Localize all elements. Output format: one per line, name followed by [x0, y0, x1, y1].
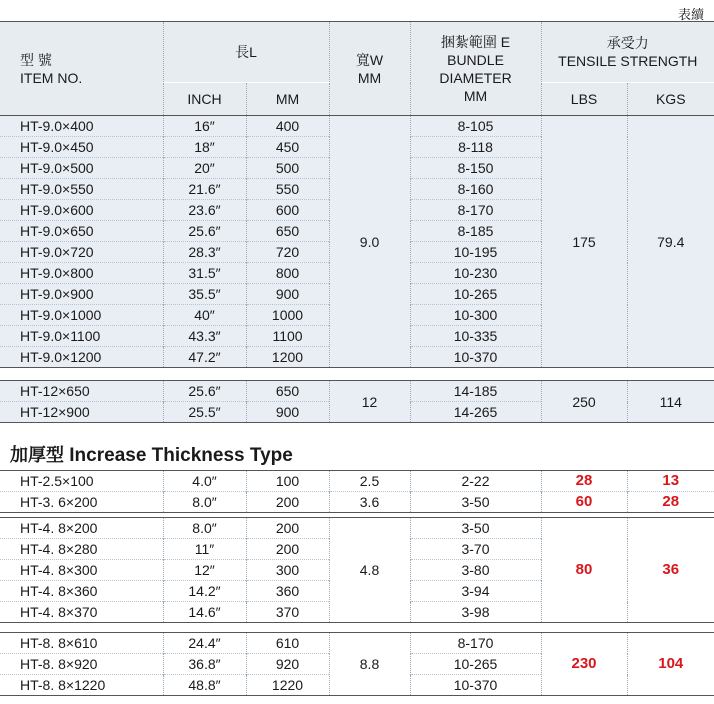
item-number-cell: HT-9.0×550 [0, 179, 163, 200]
length-inch-cell: 28.3″ [163, 242, 246, 263]
length-mm-cell: 100 [246, 471, 329, 492]
header-item-cn: 型 號 [20, 51, 52, 68]
length-inch-cell: 16″ [163, 116, 246, 137]
length-mm-cell: 300 [246, 560, 329, 581]
item-number-cell: HT-9.0×800 [0, 263, 163, 284]
length-inch-cell: 31.5″ [163, 263, 246, 284]
tensile-lbs-cell: 175 [541, 116, 627, 368]
header-width-cn: 寬W [355, 51, 384, 68]
length-inch-cell: 40″ [163, 305, 246, 326]
bundle-diameter-cell: 2-22 [410, 471, 541, 492]
length-mm-cell: 200 [246, 518, 329, 539]
length-mm-cell: 720 [246, 242, 329, 263]
item-number-cell: HT-3. 6×200 [0, 492, 163, 513]
bundle-diameter-cell: 10-335 [410, 326, 541, 347]
table-row [0, 381, 714, 402]
length-mm-cell: 500 [246, 158, 329, 179]
bundle-diameter-cell: 10-370 [410, 347, 541, 368]
header-width-unit: MM [357, 69, 382, 86]
bundle-diameter-cell: 10-195 [410, 242, 541, 263]
length-mm-cell: 360 [246, 581, 329, 602]
header-bundle-en2: DIAMETER [439, 69, 512, 86]
bundle-diameter-cell: 10-265 [410, 654, 541, 675]
length-mm-cell: 1200 [246, 347, 329, 368]
length-mm-cell: 450 [246, 137, 329, 158]
length-inch-cell: 14.2″ [163, 581, 246, 602]
table-row [0, 633, 714, 654]
header-tensile [541, 22, 714, 83]
cable-tie-12mm-table [0, 380, 714, 423]
group-12mm [0, 381, 714, 423]
length-mm-cell: 550 [246, 179, 329, 200]
table-row [0, 518, 714, 539]
item-number-cell: HT-8. 8×610 [0, 633, 163, 654]
table-row [0, 471, 714, 492]
header-row-top [0, 22, 714, 83]
length-inch-cell: 21.6″ [163, 179, 246, 200]
bundle-diameter-cell: 3-94 [410, 581, 541, 602]
tensile-lbs-cell: 250 [541, 381, 627, 423]
bundle-diameter-cell: 8-185 [410, 221, 541, 242]
bundle-diameter-cell: 8-150 [410, 158, 541, 179]
tensile-lbs-cell: 80 [541, 518, 627, 623]
bundle-diameter-cell: 8-160 [410, 179, 541, 200]
bundle-diameter-cell: 14-185 [410, 381, 541, 402]
length-inch-cell: 43.3″ [163, 326, 246, 347]
length-inch-cell: 47.2″ [163, 347, 246, 368]
tensile-kgs-cell: 28 [627, 492, 714, 513]
length-mm-cell: 1000 [246, 305, 329, 326]
length-inch-cell: 35.5″ [163, 284, 246, 305]
length-mm-cell: 900 [246, 402, 329, 423]
bundle-diameter-cell: 3-70 [410, 539, 541, 560]
length-mm-cell: 650 [246, 381, 329, 402]
bundle-diameter-cell: 3-50 [410, 492, 541, 513]
tensile-kgs-cell: 36 [627, 518, 714, 623]
length-mm-cell: 920 [246, 654, 329, 675]
header-bundle-en1: BUNDLE [447, 51, 504, 68]
tensile-kgs-cell: 13 [627, 471, 714, 492]
length-mm-cell: 200 [246, 539, 329, 560]
width-cell: 4.8 [329, 518, 410, 623]
length-inch-cell: 24.4″ [163, 633, 246, 654]
header-mm: MM [246, 83, 329, 116]
header-width [329, 22, 410, 116]
item-number-cell: HT-4. 8×200 [0, 518, 163, 539]
group-thick-small [0, 471, 714, 513]
header-item-en: ITEM NO. [20, 69, 83, 86]
length-mm-cell: 600 [246, 200, 329, 221]
item-number-cell: HT-4. 8×370 [0, 602, 163, 623]
bundle-diameter-cell: 8-170 [410, 633, 541, 654]
header-tensile-en: TENSILE STRENGTH [558, 53, 698, 69]
length-inch-cell: 36.8″ [163, 654, 246, 675]
bundle-diameter-cell: 3-50 [410, 518, 541, 539]
tensile-lbs-cell: 28 [541, 471, 627, 492]
item-number-cell: HT-9.0×900 [0, 284, 163, 305]
table-row [0, 116, 714, 137]
section-title-cn: 加厚型 [10, 445, 64, 465]
section-title [10, 441, 293, 467]
item-number-cell: HT-9.0×400 [0, 116, 163, 137]
length-mm-cell: 200 [246, 492, 329, 513]
bundle-diameter-cell: 10-265 [410, 284, 541, 305]
length-inch-cell: 48.8″ [163, 675, 246, 696]
length-inch-cell: 11″ [163, 539, 246, 560]
length-inch-cell: 23.6″ [163, 200, 246, 221]
item-number-cell: HT-9.0×1200 [0, 347, 163, 368]
header-lbs: LBS [541, 83, 627, 116]
header-bundle-unit: MM [463, 87, 488, 104]
length-mm-cell: 400 [246, 116, 329, 137]
length-mm-cell: 650 [246, 221, 329, 242]
item-number-cell: HT-9.0×1100 [0, 326, 163, 347]
bundle-diameter-cell: 3-98 [410, 602, 541, 623]
item-number-cell: HT-9.0×1000 [0, 305, 163, 326]
width-cell: 2.5 [329, 471, 410, 492]
item-number-cell: HT-9.0×650 [0, 221, 163, 242]
item-number-cell: HT-9.0×500 [0, 158, 163, 179]
continued-label: 表續 [677, 7, 704, 22]
length-inch-cell: 4.0″ [163, 471, 246, 492]
item-number-cell: HT-8. 8×1220 [0, 675, 163, 696]
item-number-cell: HT-9.0×720 [0, 242, 163, 263]
bundle-diameter-cell: 8-118 [410, 137, 541, 158]
width-cell: 9.0 [329, 116, 410, 368]
group-4-8mm [0, 518, 714, 623]
length-inch-cell: 25.5″ [163, 402, 246, 423]
length-mm-cell: 610 [246, 633, 329, 654]
tensile-kgs-cell: 114 [627, 381, 714, 423]
width-cell: 3.6 [329, 492, 410, 513]
length-mm-cell: 370 [246, 602, 329, 623]
header-length: 長L [163, 22, 329, 83]
bundle-diameter-cell: 10-300 [410, 305, 541, 326]
group-8-8mm [0, 633, 714, 696]
thick-type-table-a [0, 470, 714, 513]
tensile-lbs-cell: 230 [541, 633, 627, 696]
item-number-cell: HT-2.5×100 [0, 471, 163, 492]
item-number-cell: HT-9.0×600 [0, 200, 163, 221]
width-cell: 12 [329, 381, 410, 423]
item-number-cell: HT-12×650 [0, 381, 163, 402]
length-inch-cell: 18″ [163, 137, 246, 158]
bundle-diameter-cell: 14-265 [410, 402, 541, 423]
bundle-diameter-cell: 8-105 [410, 116, 541, 137]
tensile-kgs-cell: 104 [627, 633, 714, 696]
bundle-diameter-cell: 3-80 [410, 560, 541, 581]
header-item [0, 22, 163, 116]
table-row [0, 492, 714, 513]
item-number-cell: HT-4. 8×360 [0, 581, 163, 602]
group-9mm [0, 116, 714, 368]
header-tensile-cn: 承受力 [606, 35, 649, 51]
tensile-lbs-cell: 60 [541, 492, 627, 513]
bundle-diameter-cell: 10-370 [410, 675, 541, 696]
header-bundle [410, 22, 541, 116]
length-mm-cell: 800 [246, 263, 329, 284]
length-inch-cell: 25.6″ [163, 221, 246, 242]
length-inch-cell: 8.0″ [163, 518, 246, 539]
length-inch-cell: 8.0″ [163, 492, 246, 513]
item-number-cell: HT-8. 8×920 [0, 654, 163, 675]
length-inch-cell: 25.6″ [163, 381, 246, 402]
item-number-cell: HT-4. 8×280 [0, 539, 163, 560]
length-inch-cell: 12″ [163, 560, 246, 581]
tensile-kgs-cell: 79.4 [627, 116, 714, 368]
thick-type-table-c [0, 632, 714, 696]
header-bundle-cn: 捆紮範圍 E [440, 33, 511, 50]
bundle-diameter-cell: 8-170 [410, 200, 541, 221]
length-mm-cell: 1220 [246, 675, 329, 696]
item-number-cell: HT-12×900 [0, 402, 163, 423]
header-kgs: KGS [627, 83, 714, 116]
length-inch-cell: 14.6″ [163, 602, 246, 623]
item-number-cell: HT-9.0×450 [0, 137, 163, 158]
cable-tie-spec-table [0, 21, 714, 368]
bundle-diameter-cell: 10-230 [410, 263, 541, 284]
thick-type-table-b [0, 517, 714, 623]
header-inch: INCH [163, 83, 246, 116]
item-number-cell: HT-4. 8×300 [0, 560, 163, 581]
section-title-en: Increase Thickness Type [69, 445, 293, 466]
length-inch-cell: 20″ [163, 158, 246, 179]
length-mm-cell: 1100 [246, 326, 329, 347]
length-mm-cell: 900 [246, 284, 329, 305]
width-cell: 8.8 [329, 633, 410, 696]
